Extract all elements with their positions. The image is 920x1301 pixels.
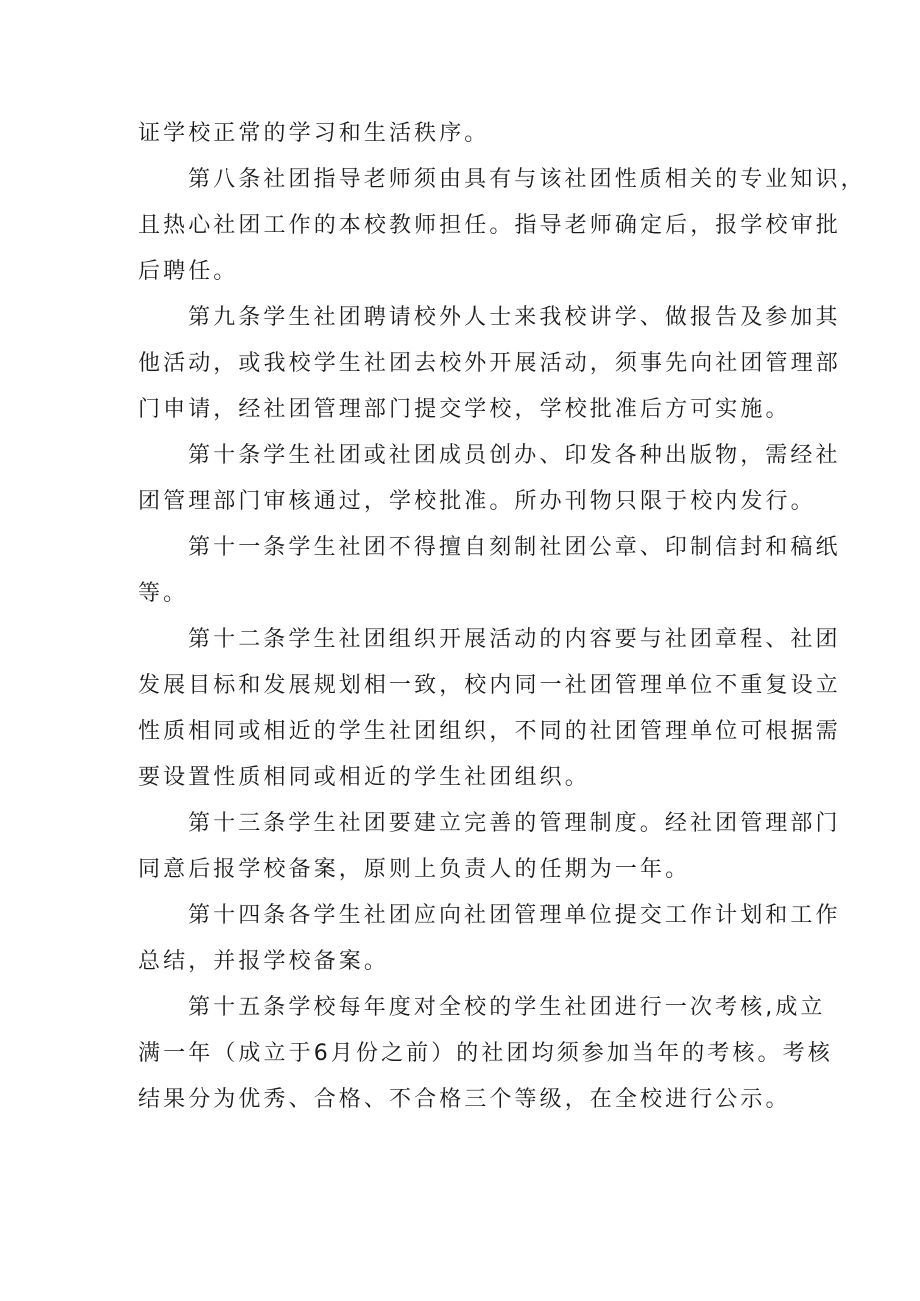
text-line: 要设置性质相同或相近的学生社团组织。 — [138, 765, 590, 790]
text-line: 第十五条学校每年度对全校的学生社团进行一次考核,成立 — [188, 995, 826, 1020]
text-line: 结果分为优秀、合格、不合格三个等级，在全校进行公示。 — [138, 1087, 791, 1112]
text-line: 第九条学生社团聘请校外人士来我校讲学、做报告及参加其 — [188, 305, 841, 330]
text-line: 后聘任。 — [138, 259, 239, 284]
text-line: 第十条学生社团或社团成员创办、印发各种出版物，需经社 — [188, 443, 841, 468]
text-line: 证学校正常的学习和生活秩序。 — [138, 121, 490, 146]
text-line: 团管理部门审核通过，学校批准。所办刊物只限于校内发行。 — [138, 489, 816, 514]
text-line: 第十二条学生社团组织开展活动的内容要与社团章程、社团 — [188, 627, 841, 652]
paragraph-article-13 — [138, 801, 841, 893]
text-line: 性质相同或相近的学生社团组织，不同的社团管理单位可根据需 — [138, 719, 841, 744]
paragraph-continuation — [138, 111, 794, 157]
text-line: 等。 — [138, 581, 189, 606]
paragraph-article-12 — [138, 617, 841, 801]
text-line: 第十四条各学生社团应向社团管理单位提交工作计划和工作 — [188, 903, 841, 928]
text-line: 总结，并报学校备案。 — [138, 949, 390, 974]
text-line: 门申请，经社团管理部门提交学校，学校批准后方可实施。 — [138, 397, 791, 422]
text-line: 第八条社团指导老师须由具有与该社团性质相关的专业知识， — [188, 167, 866, 192]
paragraph-article-8 — [138, 157, 866, 295]
document-page — [138, 111, 866, 1123]
text-line: 第十一条学生社团不得擅自刻制社团公章、印制信封和稿纸 — [188, 535, 841, 560]
paragraph-article-14 — [138, 893, 841, 985]
text-line: 他活动，或我校学生社团去校外开展活动，须事先向社团管理部 — [138, 351, 841, 376]
text-line: 第十三条学生社团要建立完善的管理制度。经社团管理部门 — [188, 811, 841, 836]
text-line: 满一年（成立于6月份之前）的社团均须参加当年的考核。考核 — [138, 1041, 833, 1066]
text-line: 且热心社团工作的本校教师担任。指导老师确定后，报学校审批 — [138, 213, 841, 238]
text-line: 同意后报学校备案，原则上负责人的任期为一年。 — [138, 857, 691, 882]
text-line: 发展目标和发展规划相一致，校内同一社团管理单位不重复设立 — [138, 673, 841, 698]
paragraph-article-10 — [138, 433, 841, 525]
paragraph-article-11 — [138, 525, 841, 617]
paragraph-article-15 — [138, 985, 833, 1123]
paragraph-article-9 — [138, 295, 841, 433]
